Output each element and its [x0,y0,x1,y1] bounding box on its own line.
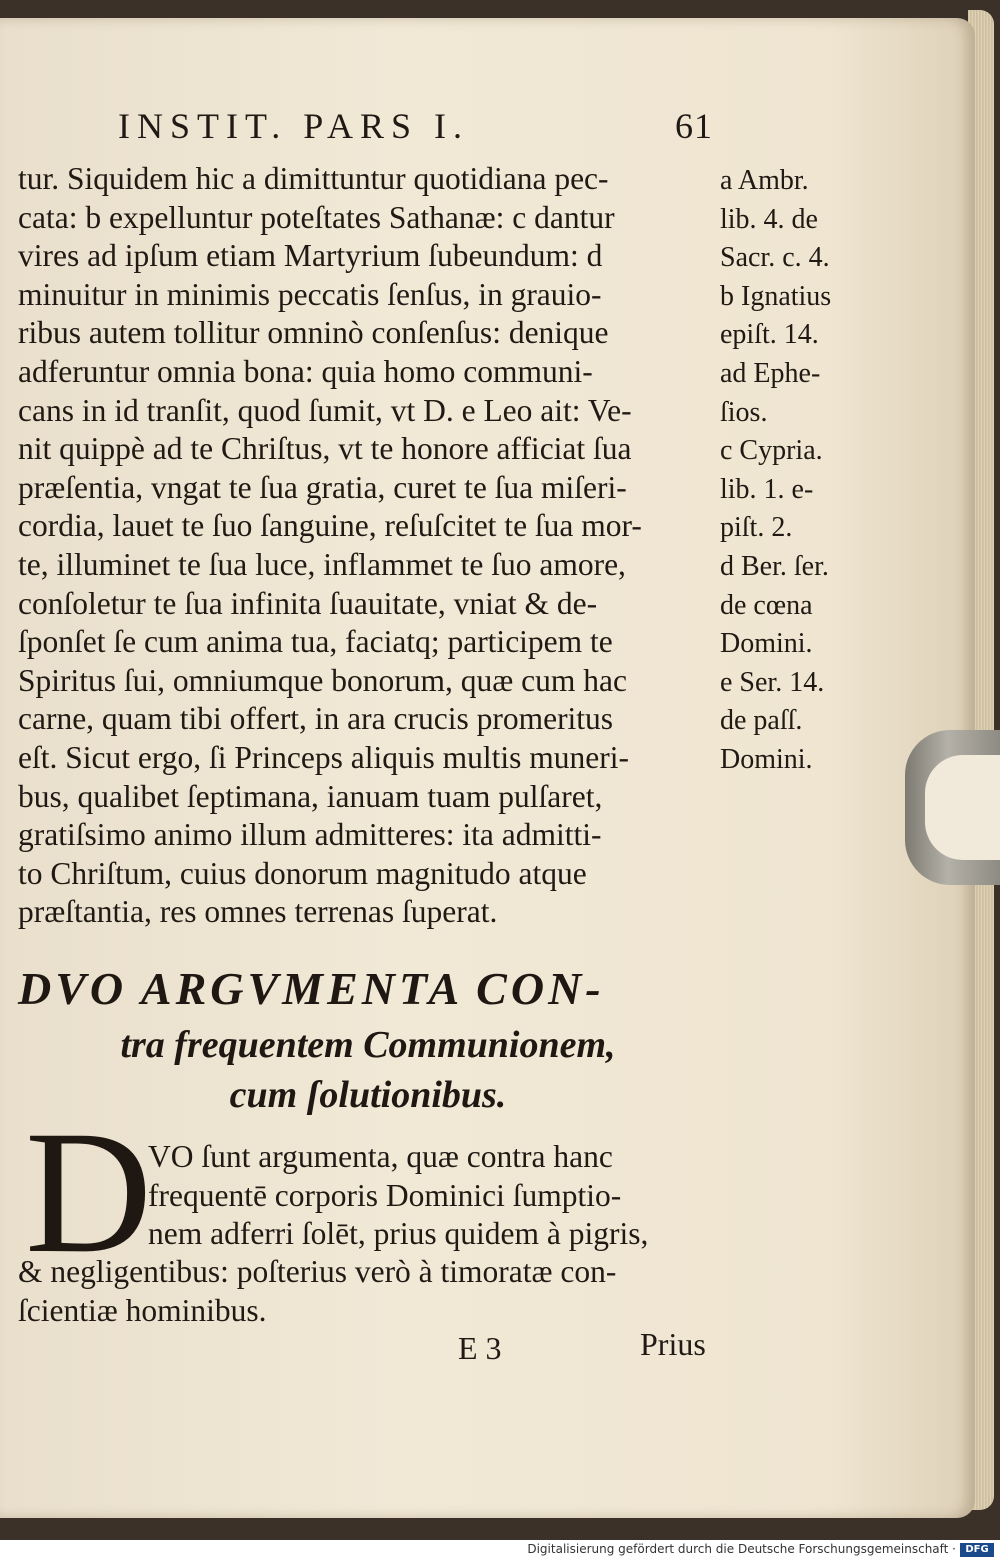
body-line: nit quippè ad te Chriſtus, vt te honore afficiat ſua [18,431,632,467]
section-heading-line3: cum ſolutionibus. [229,1074,507,1116]
body-line: tur. Siquidem hic a dimittuntur quotidiana pec- [18,161,609,196]
drop-cap: D [25,1095,153,1290]
body-line: to Chriſtum, cuius donorum magnitudo atque [18,855,587,891]
margin-note: c Cypria. [720,435,823,467]
margin-note: b Ignatius [720,280,832,312]
body-line: præſentia, vngat te ſua gratia, curet te ſua miſeri- [18,469,627,505]
body-text [18,160,642,932]
running-head [118,105,713,147]
paragraph-line: frequentē corporis Dominici ſumptio- [148,1177,622,1213]
margin-note: a Ambr. [720,165,809,196]
body-line: adferuntur omnia bona: quia homo communi- [18,353,593,389]
body-line: gratiſsimo animo illum admitteres: ita admitti- [18,817,602,853]
body-line: ribus autem tollitur omninò conſenſus: denique [18,315,609,351]
margin-notes [720,162,831,780]
margin-note: epiſt. 14. [720,319,819,351]
running-head-title: INSTIT. PARS I. [118,106,470,146]
catchword: Prius [640,1326,706,1362]
margin-note: Sacr. c. 4. [720,242,830,274]
page-clip-opening [925,755,1000,860]
margin-note: lib. 4. de [720,203,818,235]
margin-note: ſios. [720,396,768,428]
body-line: cata: b expelluntur poteſtates Sathanæ: c dantur [18,199,615,235]
body-line: Spiritus ſui, omniumque bonorum, quæ cum hac [18,662,627,698]
margin-note: de cœna [720,589,813,621]
margin-note: Domini. [720,628,813,660]
body-line: vires ad ipſum etiam Martyrium ſubeundum: d [18,238,603,274]
footer-bar [0,1540,1000,1560]
footer-credit: Digitalisierung gefördert durch die Deutsche Forschungsgemeinschaft · [527,1542,956,1556]
dfg-logo: DFG [960,1543,994,1557]
margin-note: lib. 1. e- [720,473,814,505]
margin-note: piſt. 2. [720,512,793,544]
body-line: eſt. Sicut ergo, ſi Princeps aliquis multis muneri- [18,739,629,775]
section-heading-line1: DVO ARGVMENTA CON- [18,963,605,1014]
paragraph-line: VO ſunt argumenta, quæ contra hanc [148,1139,613,1174]
margin-note: ad Ephe- [720,357,821,389]
margin-note: Domini. [720,743,813,775]
margin-note: e Ser. 14. [720,666,825,698]
body-line: præſtantia, res omnes terrenas ſuperat. [18,894,498,930]
body-line: carne, quam tibi offert, in ara crucis promeritus [18,701,614,737]
body-line: cordia, lauet te ſuo ſanguine, reſuſcitet te ſua mor- [18,508,642,544]
body-line: minuitur in minimis peccatis ſenſus, in grauio- [18,276,602,312]
paragraph-line: & negligentibus: poſterius verò à timoratæ con- [18,1254,617,1289]
paragraph-line: ſcientiæ hominibus. [18,1292,267,1328]
paragraph-line: nem adferri ſolēt, prius quidem à pigris, [148,1216,649,1251]
margin-note: d Ber. ſer. [720,550,829,582]
paragraph-full [18,1253,616,1330]
body-line: te, illuminet te ſua luce, inflammet te ſuo amore, [18,546,626,582]
body-line: cans in id tranſit, quod ſumit, vt D. e Leo ait: Ve- [18,392,632,428]
body-line: conſoletur te ſua infinita ſuauitate, vniat & de- [18,585,598,621]
body-line: bus, qualibet ſeptimana, ianuam tuam pulſaret, [18,778,603,814]
page-number: 61 [675,106,713,146]
body-line: ſponſet ſe cum anima tua, faciatq; participem te [18,624,613,660]
section-heading-line2: tra frequentem Communionem, [120,1024,616,1066]
signature-mark: E 3 [458,1330,502,1366]
margin-note: de paſſ. [720,705,803,737]
section-heading [18,962,718,1117]
paragraph-indented [148,1138,648,1254]
